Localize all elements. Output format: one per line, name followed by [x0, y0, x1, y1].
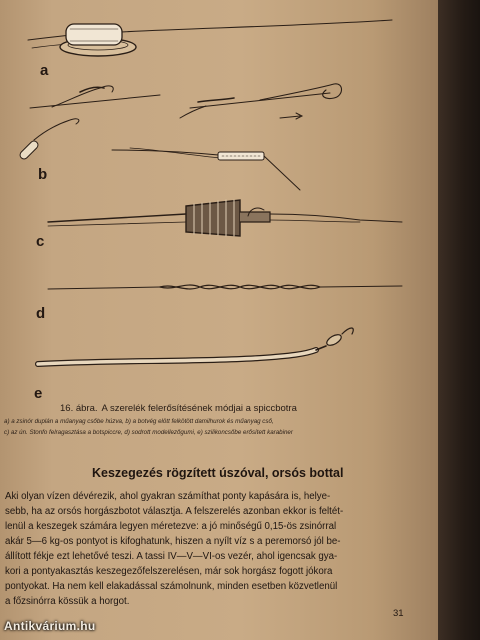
article-line: lenül a keszegek számára legyen méretezve: a jó minőségű 0,15-ös zsinórral — [5, 521, 337, 532]
article-line: Aki olyan vízen dévérezik, ahol gyakran számíthat ponty kapására is, helye- — [5, 491, 331, 502]
page-number: 31 — [393, 608, 404, 619]
figure-caption-line-1: a) a zsinór duplán a műanyag csőbe húzva, b) a botvég elött felkötött damilhurok és műanyag cső, — [4, 418, 274, 425]
figure-label-b: b — [38, 166, 48, 183]
diagram-a — [28, 20, 392, 56]
diagram-b — [18, 84, 341, 190]
article-line: akár 5—6 kg-os pontyot is kifoghatunk, hiszen a nyílt víz s a peremorsó jól be- — [5, 536, 341, 547]
figure-caption-title — [60, 403, 360, 414]
figure-label-a: a — [40, 62, 49, 79]
figure-title: A szerelék felerősítésének módjai a spiccbotra — [101, 403, 297, 414]
diagram-c — [48, 200, 402, 236]
figure-number: 16. ábra. — [60, 403, 98, 414]
article-line: állított fékje ezt lehetővé teszi. A tassi IV—V—VI-os vezér, ahol igencsak gya- — [5, 551, 338, 562]
figure-caption-line-2: c) az ún. Stonfo felragasztása a botspiccre, d) sodrott modellezőgumi, e) szilikoncsőbe erősített karabiner — [4, 429, 293, 436]
diagram-e — [38, 328, 353, 364]
figure-label-c: c — [36, 233, 45, 250]
watermark-logo: Antikvárium.hu — [4, 619, 96, 633]
figure-label-e: e — [34, 385, 43, 402]
article-line: sebb, ha az orsós horgászbotot választja. A felszerelés azonban ekkor is feltét- — [5, 506, 344, 517]
diagram-d — [48, 285, 402, 289]
article-line: pontyokat. Ha nem kell elakadással számolnunk, minden esetben közvetlenül — [5, 581, 338, 592]
article-heading: Keszegezés rögzített úszóval, orsós bottal — [92, 466, 344, 480]
article-line: kori a pontyakasztás keszegezőfelszerelésen, már sok horgász fogott jókora — [5, 566, 333, 577]
book-edge — [438, 0, 480, 640]
figure-label-d: d — [36, 305, 46, 322]
article-line: a főzsinórra kössük a horgot. — [5, 596, 130, 607]
